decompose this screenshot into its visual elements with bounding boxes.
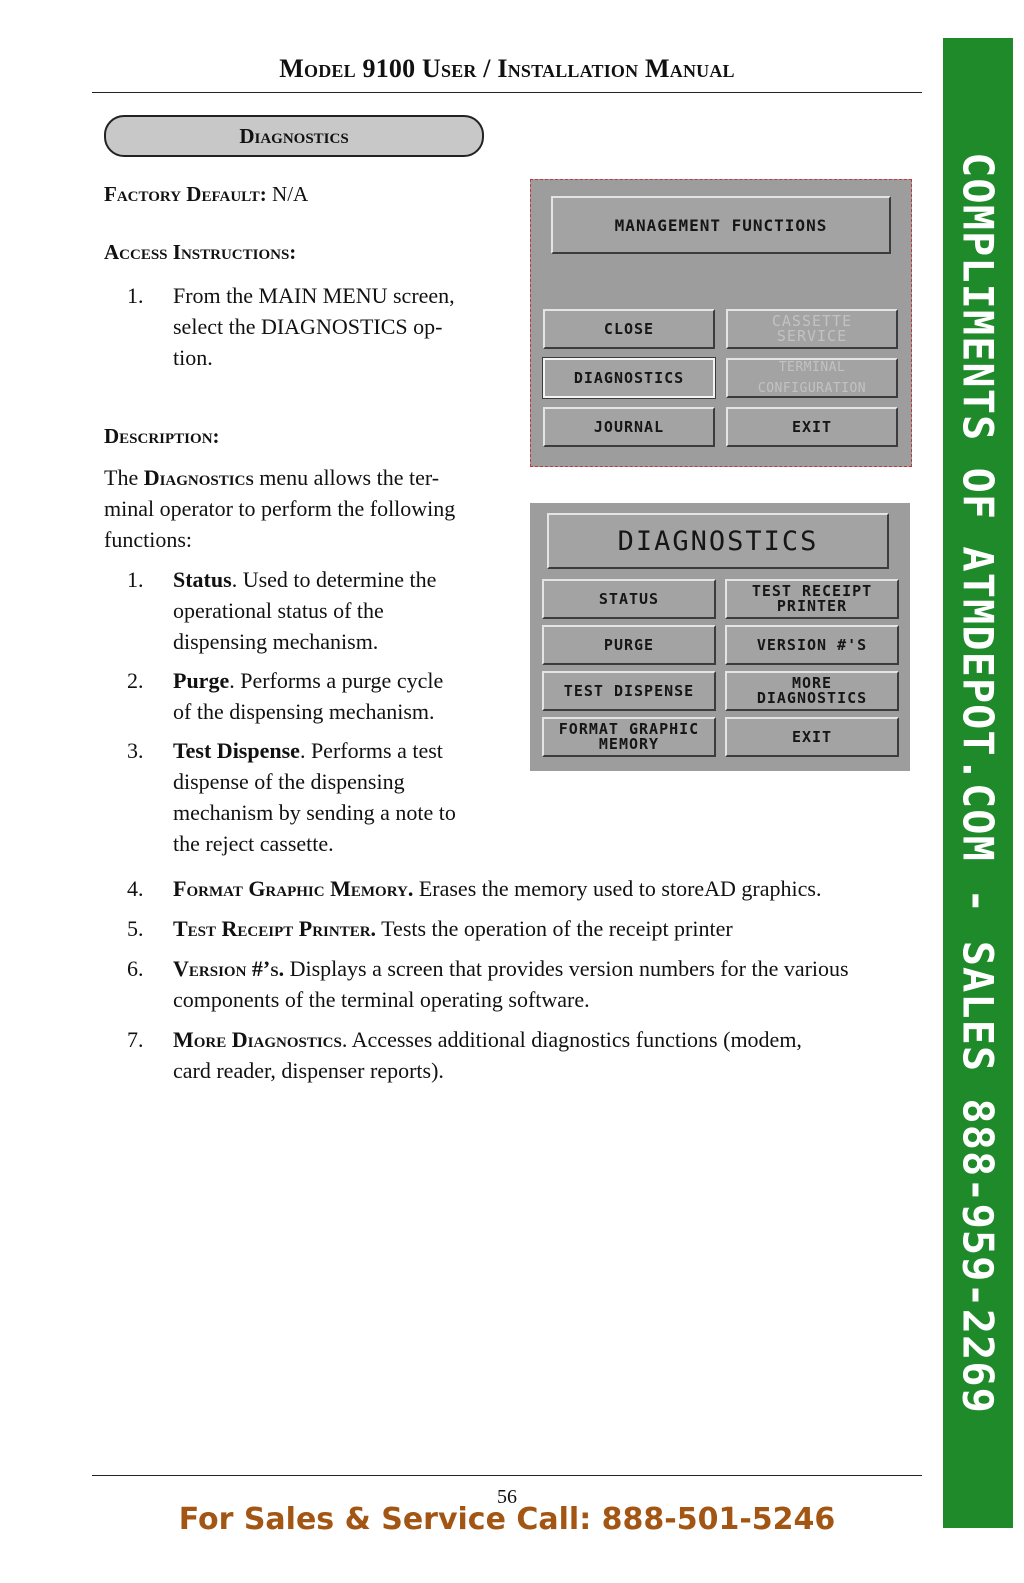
status-button[interactable]: STATUS [542,579,716,619]
page-number: 56 [497,1486,517,1508]
footer-sales-line: For Sales & Service Call: 888-501-5246 [178,1502,836,1537]
journal-button[interactable]: JOURNAL [543,407,715,447]
list-item-number: 3. [127,738,144,763]
list-item-text: . Used to determine the [231,567,437,592]
access-step-line: tion. [173,345,213,370]
list-item [173,665,443,727]
list-item-number: 4. [127,876,144,901]
list-item-text: Erases the memory used to storeAD graphics. [413,876,822,901]
list-item-number: 7. [127,1027,144,1052]
list-item [173,564,436,657]
list-item-number: 5. [127,916,144,941]
intro-prefix: The [104,465,144,490]
intro-line: functions: [104,527,192,552]
list-item-term: Format Graphic Memory. [173,876,414,901]
close-button[interactable]: CLOSE [543,309,715,349]
factory-default [104,182,308,207]
list-item-text: . Performs a purge cycle [229,668,444,693]
list-item-term: Version #’s. [173,956,285,981]
screen-title: MANAGEMENT FUNCTIONS [551,196,891,254]
list-item [173,913,933,944]
list-item-number: 6. [127,956,144,981]
list-item [173,873,933,904]
screen-title: DIAGNOSTICS [547,513,889,569]
header-title: Model 9100 User / Installation Manual [279,54,735,83]
list-item-term: Test Dispense [173,738,300,763]
footer-divider [92,1475,922,1476]
list-item-text: components of the terminal operating software. [173,987,590,1012]
side-banner [943,38,1013,1528]
list-item-text: Tests the operation of the receipt printer [376,916,733,941]
diagnostics-button[interactable]: DIAGNOSTICS [543,358,715,398]
description-intro [104,462,455,555]
access-instructions-heading: Access Instructions: [104,240,297,264]
cassette-service-button[interactable]: CASSETTE SERVICE [726,309,898,349]
management-functions-screen [530,179,912,467]
list-item [173,1024,933,1086]
list-item-text: operational status of the [173,598,384,623]
exit-button[interactable]: EXIT [725,717,899,757]
factory-default-value: N/A [272,182,309,206]
list-item-text: dispense of the dispensing [173,769,405,794]
list-item-text: . Performs a test [299,738,443,763]
access-step-text [173,280,455,373]
list-item-text: Displays a screen that provides version numbers for the various [284,956,849,981]
list-item-term: Purge [173,668,230,693]
access-step-line: From the MAIN MENU screen, [173,283,455,308]
section-title-badge: Diagnostics [104,115,484,157]
list-item-text: . Accesses additional diagnostics functions (modem, [341,1027,802,1052]
intro-term: Diagnostics [143,465,254,490]
purge-button[interactable]: PURGE [542,625,716,665]
terminal-configuration-button[interactable]: TERMINAL CONFIGURATION [726,358,898,398]
access-step-line: select the DIAGNOSTICS op- [173,314,443,339]
factory-default-label: Factory Default: [104,182,267,206]
diagnostics-screen [530,503,910,771]
header-divider [92,92,922,93]
access-step-number: 1. [127,283,144,308]
list-item-text: card reader, dispenser reports). [173,1058,444,1083]
list-item-term: More Diagnostics [173,1027,342,1052]
format-graphic-memory-button[interactable]: FORMAT GRAPHIC MEMORY [542,717,716,757]
list-item [173,735,456,859]
exit-button[interactable]: EXIT [726,407,898,447]
list-item-number: 1. [127,567,144,592]
list-item-text: of the dispensing mechanism. [173,699,435,724]
list-item-text: the reject cassette. [173,831,334,856]
intro-rest: menu allows the ter- [253,465,440,490]
list-item-term: Status [173,567,232,592]
version-numbers-button[interactable]: VERSION #'S [725,625,899,665]
list-item-number: 2. [127,668,144,693]
side-banner-text: COMPLIMENTS OF ATMDEPOT.COM - SALES 888-959-2269 [953,152,1003,1414]
test-dispense-button[interactable]: TEST DISPENSE [542,671,716,711]
list-item-text: mechanism by sending a note to [173,800,456,825]
list-item-term: Test Receipt Printer. [173,916,377,941]
list-item-text: dispensing mechanism. [173,629,379,654]
test-receipt-printer-button[interactable]: TEST RECEIPT PRINTER [725,579,899,619]
more-diagnostics-button[interactable]: MORE DIAGNOSTICS [725,671,899,711]
intro-line: minal operator to perform the following [104,496,456,521]
list-item [173,953,938,1015]
description-heading: Description: [104,424,220,448]
